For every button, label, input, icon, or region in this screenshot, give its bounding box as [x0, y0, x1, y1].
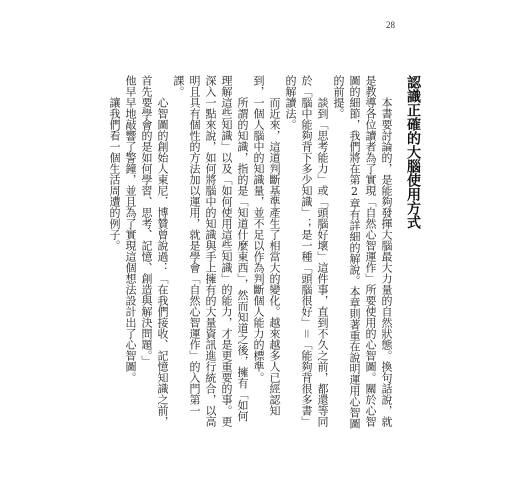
- page-number: 28: [386, 20, 395, 30]
- paragraph: 心智圖的創始人東尼．博贊曾說過：「在我們接收、記憶知識之前，首先要學會的是如何學習、思考、記憶、創造與解決問題。」: [140, 75, 169, 427]
- paragraph: 讓我們看一個生活周遭的例子。: [108, 97, 121, 251]
- paragraph: 談到「思考能力」或「頭腦好壞」這件事，直到不久之前，都還等同於「腦中能夠背下多少知識」；是一種「頭腦很好」＝「能夠背很多書」的解讀法。: [284, 75, 329, 427]
- paragraph: 所謂的知識，指的是「知道什麼東西」，然而知道之後，擁有「如何理解這些知識」以及「如何使用這些知識」的能力，才是更重要的事。更深入一點來說，如何將腦中的知識與手上擁有的大量資訊進行統合，以高明且具有個性的方法加以運用，就是學會「自然心智運作」的入門第一課。: [172, 75, 249, 427]
- paragraph: 本書要討論的，是能夠發揮大腦最大力量的自然狀態。換句話說，就是教導各位讀者為了實現「自然心智運作」所要使用的心智圖。關於心智圖的細節，我們將在第2章有詳細的解說。本章則著重在說明運用心智圖的前提。: [332, 75, 393, 429]
- article-body: [106, 75, 424, 430]
- section-heading: 認識正確的大腦使用方式: [405, 75, 421, 229]
- paragraph: 他早早地敲響了警鐘，並且為了實現這個想法設計出了心智圖。: [124, 75, 137, 383]
- paragraph: 而近來，這道判斷基準產生了相當大的變化。越來越多人已經認知到，一個人腦中的知識量，並不足以作為判斷個人能力的標準。: [252, 75, 281, 416]
